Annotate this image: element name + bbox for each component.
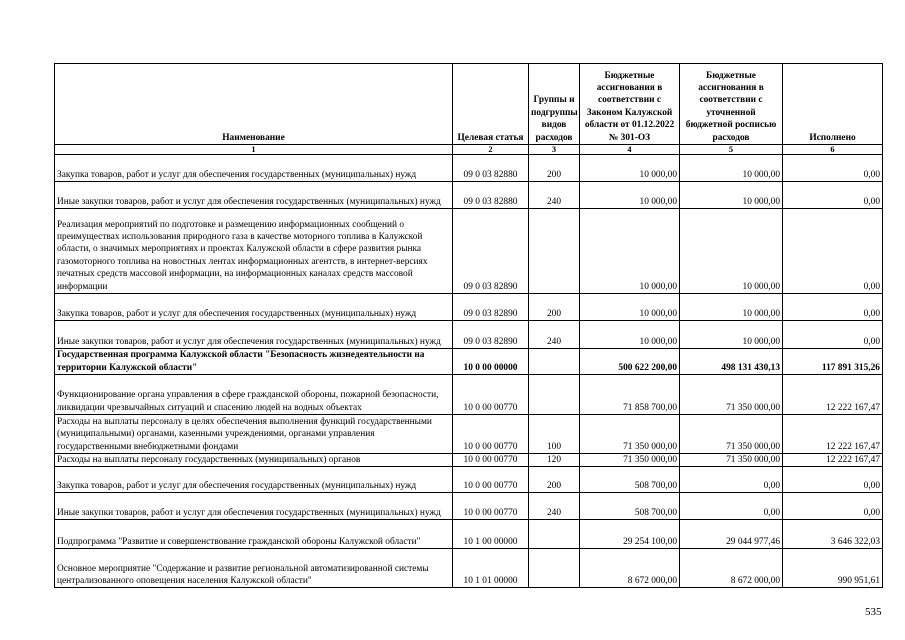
- row-executed-amount: 12 222 167,47: [783, 415, 883, 454]
- row-revised-amount: 498 131 430,13: [680, 349, 783, 375]
- row-law-amount: 71 350 000,00: [580, 454, 680, 467]
- column-number: 5: [680, 145, 783, 155]
- row-law-amount: 508 700,00: [580, 493, 680, 520]
- row-group-code: [529, 209, 580, 294]
- row-name: Расходы на выплаты персоналу государственных (муниципальных) органов: [55, 454, 453, 467]
- row-executed-amount: 990 951,61: [783, 549, 883, 588]
- table-row: [55, 155, 883, 182]
- table-row: [55, 375, 883, 415]
- table-row: [55, 520, 883, 549]
- table-row: [55, 321, 883, 349]
- header-law: Бюджетные ассигнования в соответствии с Законом Калужской области от 01.12.2022 № 301-ОЗ: [580, 64, 680, 145]
- row-name: Функционирование органа управления в сфере гражданской обороны, пожарной безопасности, ликвидации чрезвычайных ситуаций и спасению людей на водных объектах: [55, 375, 453, 415]
- row-revised-amount: 8 672 000,00: [680, 549, 783, 588]
- row-executed-amount: 0,00: [783, 467, 883, 493]
- row-executed-amount: 3 646 322,03: [783, 520, 883, 549]
- column-number: 6: [783, 145, 883, 155]
- table-row: [55, 467, 883, 493]
- row-name: Расходы на выплаты персоналу в целях обеспечения выполнения функций государственными (муниципальными) органами, казенными учреждениями, органами управления государственными внебюджетными фондами: [55, 415, 453, 454]
- row-revised-amount: 71 350 000,00: [680, 375, 783, 415]
- table-row: [55, 415, 883, 454]
- row-executed-amount: 0,00: [783, 294, 883, 321]
- row-group-code: [529, 349, 580, 375]
- row-executed-amount: 12 222 167,47: [783, 375, 883, 415]
- header-row: [55, 64, 883, 145]
- row-executed-amount: 0,00: [783, 209, 883, 294]
- row-target-code: 09 0 03 82890: [453, 321, 529, 349]
- table-row: [55, 349, 883, 375]
- row-name: Государственная программа Калужской области "Безопасность жизнедеятельности на территории Калужской области": [55, 349, 453, 375]
- row-name: Подпрограмма "Развитие и совершенствование гражданской обороны Калужской области": [55, 520, 453, 549]
- budget-table: [54, 63, 883, 588]
- row-group-code: [529, 520, 580, 549]
- row-law-amount: 500 622 200,00: [580, 349, 680, 375]
- row-law-amount: 10 000,00: [580, 155, 680, 182]
- row-target-code: 09 0 03 82890: [453, 209, 529, 294]
- header-target: Целевая статья: [453, 64, 529, 145]
- row-target-code: 10 0 00 00000: [453, 349, 529, 375]
- row-target-code: 10 0 00 00770: [453, 375, 529, 415]
- row-law-amount: 71 858 700,00: [580, 375, 680, 415]
- row-name: Закупка товаров, работ и услуг для обеспечения государственных (муниципальных) нужд: [55, 467, 453, 493]
- row-revised-amount: 10 000,00: [680, 294, 783, 321]
- row-revised-amount: 10 000,00: [680, 321, 783, 349]
- header-name: Наименование: [55, 64, 453, 145]
- column-number: 3: [529, 145, 580, 155]
- column-number-row: [55, 145, 883, 155]
- row-revised-amount: 10 000,00: [680, 155, 783, 182]
- row-revised-amount: 10 000,00: [680, 209, 783, 294]
- row-name: Реализация мероприятий по подготовке и размещению информационных сообщений о преимуществах использования природного газа в качестве моторного топлива в Калужской области, о значимых мероприятиях и проектах Калужской области в сфере развития рынка газомоторного топлива на новостных лентах информационных агентств, в интернет-версиях печатных средств массовой информации, на информационных каналах средств массовой информации: [55, 209, 453, 294]
- table-row: [55, 493, 883, 520]
- row-target-code: 10 1 01 00000: [453, 549, 529, 588]
- row-executed-amount: 12 222 167,47: [783, 454, 883, 467]
- row-name: Иные закупки товаров, работ и услуг для обеспечения государственных (муниципальных) нужд: [55, 493, 453, 520]
- table-row: [55, 182, 883, 209]
- table-row: [55, 294, 883, 321]
- page-number: 535: [865, 606, 882, 618]
- row-name: Основное мероприятие "Содержание и развитие региональной автоматизированной системы централизованного оповещения населения Калужской области": [55, 549, 453, 588]
- row-revised-amount: 29 044 977,46: [680, 520, 783, 549]
- row-name: Иные закупки товаров, работ и услуг для обеспечения государственных (муниципальных) нужд: [55, 182, 453, 209]
- row-law-amount: 508 700,00: [580, 467, 680, 493]
- row-name: Иные закупки товаров, работ и услуг для обеспечения государственных (муниципальных) нужд: [55, 321, 453, 349]
- row-law-amount: 8 672 000,00: [580, 549, 680, 588]
- row-name: Закупка товаров, работ и услуг для обеспечения государственных (муниципальных) нужд: [55, 155, 453, 182]
- column-number: 1: [55, 145, 453, 155]
- row-name: Закупка товаров, работ и услуг для обеспечения государственных (муниципальных) нужд: [55, 294, 453, 321]
- row-revised-amount: 0,00: [680, 493, 783, 520]
- row-group-code: 100: [529, 415, 580, 454]
- column-number: 2: [453, 145, 529, 155]
- row-law-amount: 29 254 100,00: [580, 520, 680, 549]
- row-target-code: 09 0 03 82880: [453, 155, 529, 182]
- row-law-amount: 10 000,00: [580, 209, 680, 294]
- row-group-code: 120: [529, 454, 580, 467]
- row-group-code: 200: [529, 467, 580, 493]
- row-group-code: 200: [529, 294, 580, 321]
- row-executed-amount: 117 891 315,26: [783, 349, 883, 375]
- row-revised-amount: 71 350 000,00: [680, 415, 783, 454]
- column-number: 4: [580, 145, 680, 155]
- row-law-amount: 10 000,00: [580, 321, 680, 349]
- row-target-code: 10 0 00 00770: [453, 415, 529, 454]
- row-law-amount: 71 350 000,00: [580, 415, 680, 454]
- row-revised-amount: 71 350 000,00: [680, 454, 783, 467]
- row-revised-amount: 10 000,00: [680, 182, 783, 209]
- row-executed-amount: 0,00: [783, 321, 883, 349]
- row-target-code: 10 0 00 00770: [453, 454, 529, 467]
- row-executed-amount: 0,00: [783, 182, 883, 209]
- header-group: Группы и подгруппы видов расходов: [529, 64, 580, 145]
- table-row: [55, 549, 883, 588]
- row-law-amount: 10 000,00: [580, 182, 680, 209]
- row-revised-amount: 0,00: [680, 467, 783, 493]
- row-group-code: [529, 375, 580, 415]
- row-group-code: 240: [529, 321, 580, 349]
- row-group-code: 240: [529, 182, 580, 209]
- row-group-code: [529, 549, 580, 588]
- row-target-code: 09 0 03 82890: [453, 294, 529, 321]
- header-revised: Бюджетные ассигнования в соответствии с уточненной бюджетной росписью расходов: [680, 64, 783, 145]
- row-target-code: 10 0 00 00770: [453, 467, 529, 493]
- row-target-code: 09 0 03 82880: [453, 182, 529, 209]
- row-group-code: 200: [529, 155, 580, 182]
- row-executed-amount: 0,00: [783, 155, 883, 182]
- row-group-code: 240: [529, 493, 580, 520]
- row-target-code: 10 1 00 00000: [453, 520, 529, 549]
- header-executed: Исполнено: [783, 64, 883, 145]
- row-executed-amount: 0,00: [783, 493, 883, 520]
- row-law-amount: 10 000,00: [580, 294, 680, 321]
- table-row: [55, 454, 883, 467]
- row-target-code: 10 0 00 00770: [453, 493, 529, 520]
- table-row: [55, 209, 883, 294]
